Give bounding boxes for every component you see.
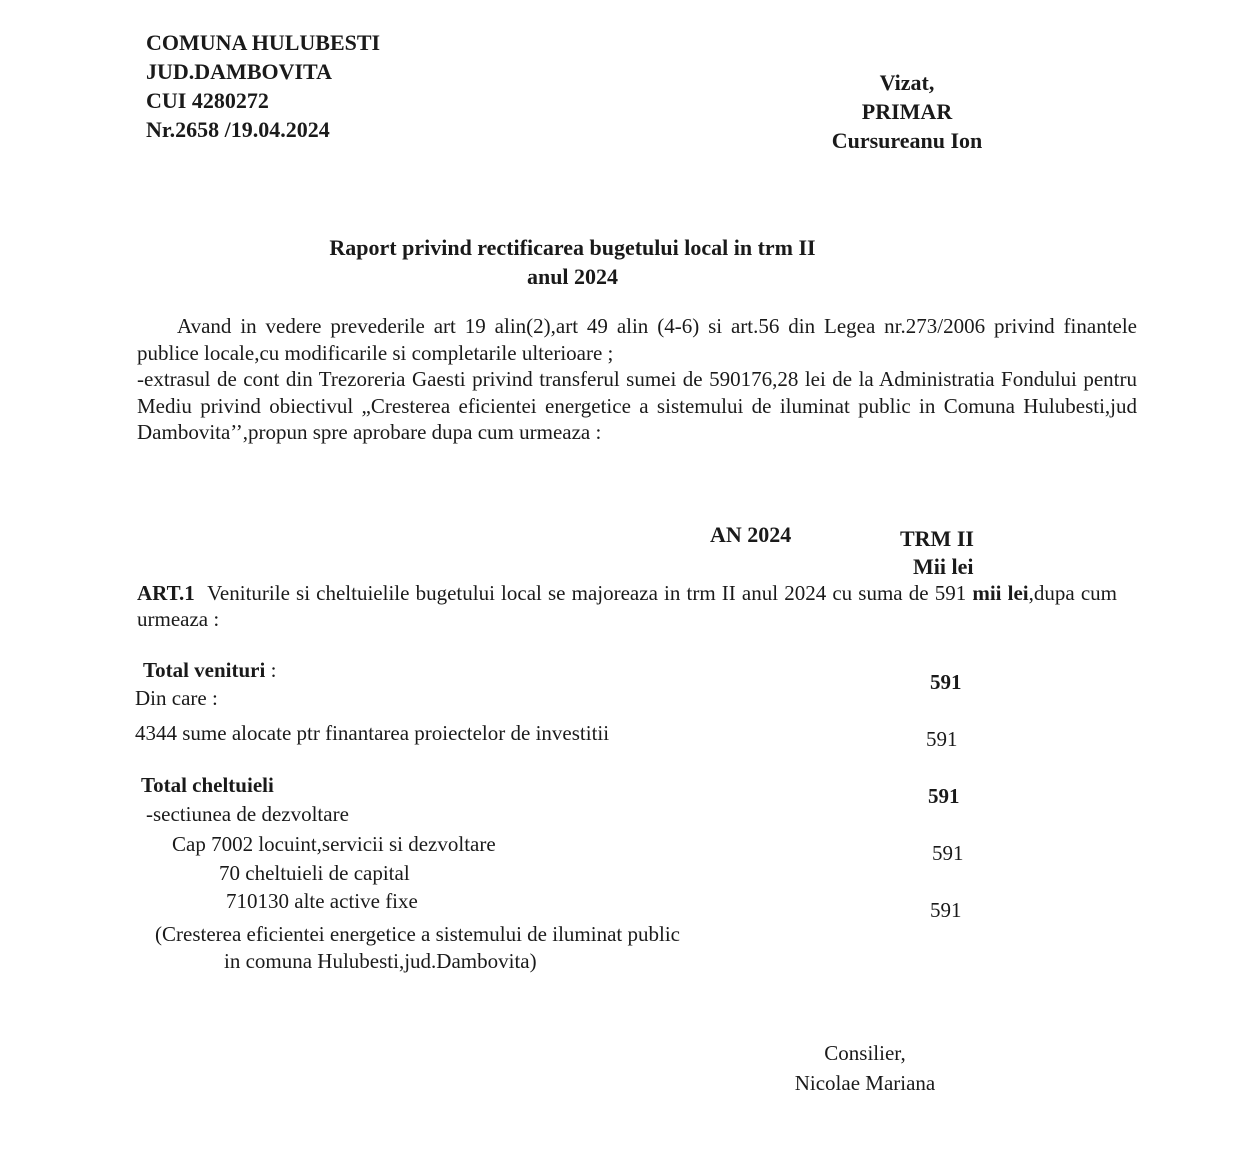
title-line-2: anul 2024 — [526, 264, 619, 289]
title-line-1: Raport privind rectificarea bugetului local in trm II — [329, 235, 816, 260]
budget-row-text: Total venituri — [143, 658, 266, 682]
article-text: Veniturile si cheltuielile bugetului local se majoreaza in trm II anul 2024 cu suma de 591 — [207, 581, 967, 605]
budget-row-suffix: : — [265, 658, 277, 682]
budget-row-label — [135, 685, 218, 711]
approval-block — [812, 68, 1002, 155]
budget-row-text: 710130 alte active fixe — [226, 889, 418, 913]
budget-row-label — [226, 888, 418, 914]
article-1 — [137, 580, 1117, 632]
budget-row-label — [141, 772, 274, 798]
intro-paragraph-1: Avand in vedere prevederile art 19 alin(2),art 49 alin (4-6) si art.56 din Legea nr.273/2006 privind finantele publice locale,cu modificarile si completarile ulterioare ; — [137, 314, 1137, 365]
budget-row-label — [172, 831, 496, 857]
column-quarter: TRM II — [900, 526, 974, 551]
column-year: AN 2024 — [710, 522, 792, 547]
budget-row-label — [155, 921, 680, 947]
budget-row-text: Cap 7002 locuint,servicii si dezvoltare — [172, 832, 496, 856]
intro-paragraph-2: -extrasul de cont din Trezoreria Gaesti privind transferul sumei de 590176,28 lei de la Administratia Fondului pentru Mediu privind obiectivul „Cresterea eficientei energetice a sistemului de iluminat public in Comuna Hulubesti,jud Dambovita’’,propun spre aprobare dupa cum urmeaza : — [137, 367, 1137, 444]
article-label: ART.1 — [137, 581, 195, 605]
budget-row-value: 591 — [930, 670, 962, 694]
budget-row-text: (Cresterea eficientei energetice a sistemului de iluminat public — [155, 922, 680, 946]
budget-row-value: 591 — [928, 784, 960, 808]
budget-row-value: 591 — [932, 841, 964, 865]
signature-role: Consilier, — [824, 1041, 906, 1065]
institution-cui: CUI 4280272 — [146, 88, 269, 113]
column-unit: Mii lei — [913, 554, 974, 579]
budget-row-label — [219, 860, 410, 886]
document-number: Nr.2658 /19.04.2024 — [146, 117, 330, 142]
budget-row-text: -sectiunea de dezvoltare — [146, 802, 349, 826]
institution-county: JUD.DAMBOVITA — [146, 59, 332, 84]
budget-row-label — [224, 948, 537, 974]
budget-row-text: Total cheltuieli — [141, 773, 274, 797]
budget-row-text: in comuna Hulubesti,jud.Dambovita) — [224, 949, 537, 973]
approval-visa: Vizat, — [879, 70, 935, 95]
budget-row-text: 4344 sume alocate ptr finantarea proiectelor de investitii — [135, 721, 610, 745]
approval-role: PRIMAR — [861, 99, 953, 124]
signature-name: Nicolae Mariana — [794, 1071, 936, 1095]
institution-header — [146, 28, 380, 144]
budget-row-label — [143, 657, 276, 683]
article-unit: mii lei — [972, 581, 1029, 605]
article-tail: ,dupa cum urmeaza : — [137, 581, 1118, 631]
budget-row-label — [146, 801, 349, 827]
institution-name: COMUNA HULUBESTI — [146, 30, 381, 55]
budget-row-text: 70 cheltuieli de capital — [219, 861, 410, 885]
budget-row-text: Din care : — [135, 686, 218, 710]
budget-row-label — [135, 720, 609, 746]
signature-block — [780, 1038, 950, 1098]
document-title — [200, 233, 945, 291]
intro-text — [137, 313, 1137, 446]
approval-name: Cursureanu Ion — [831, 128, 983, 153]
budget-row-value: 591 — [926, 727, 958, 751]
budget-row-value: 591 — [930, 898, 962, 922]
